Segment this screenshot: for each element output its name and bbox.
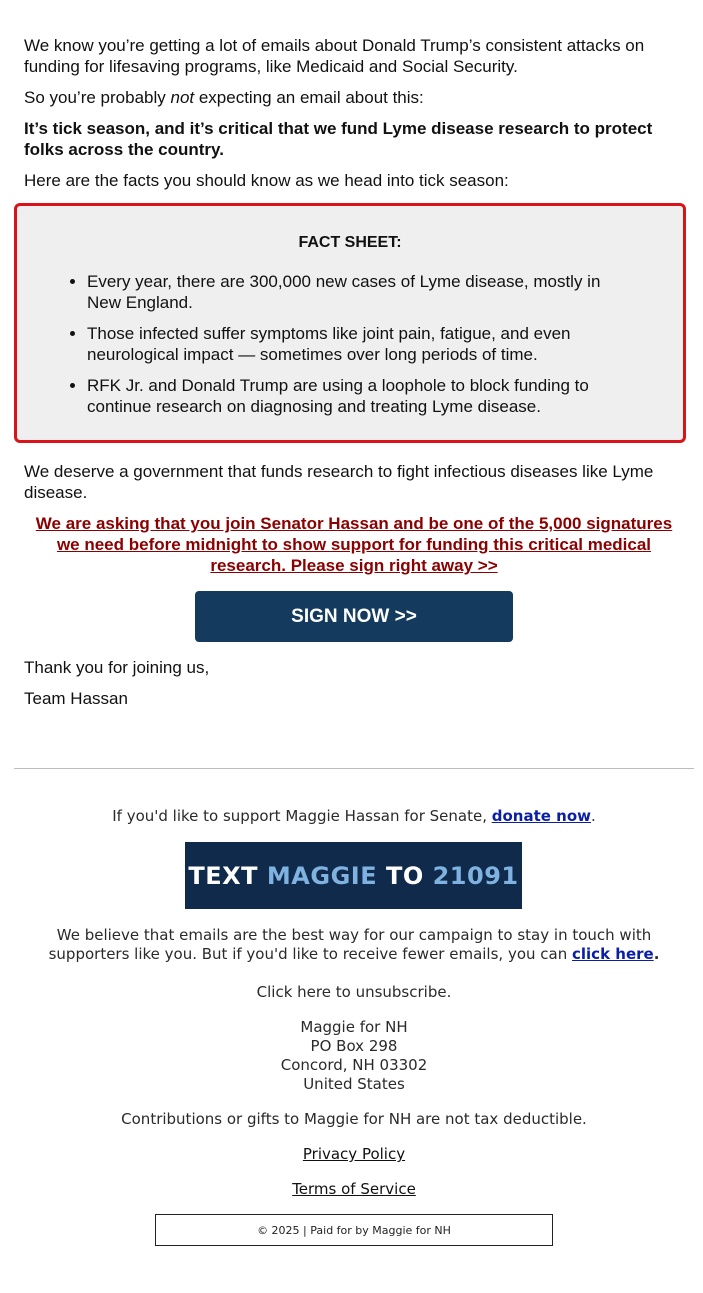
fact-item-3: • RFK Jr. and Donald Trump are using a loophole to block funding to continue research on diagnosing and treating Lyme disease. (87, 375, 627, 417)
signoff (24, 657, 209, 719)
fact-sheet-box (14, 203, 686, 443)
address-line-4: United States (303, 1075, 405, 1093)
emails-text-after: . (653, 945, 660, 963)
support-line (14, 807, 694, 826)
terms-row (14, 1180, 694, 1199)
intro-p2-before: So you’re probably (24, 88, 171, 107)
unsubscribe-link[interactable]: Click here to unsubscribe. (256, 983, 452, 1001)
banner-word-to: TO (385, 861, 424, 890)
address-line-3: Concord, NH 03302 (280, 1056, 428, 1074)
emails-preference-text (14, 926, 694, 964)
privacy-policy-link[interactable]: Privacy Policy (302, 1145, 406, 1163)
signoff-thanks: Thank you for joining us, (24, 658, 210, 677)
email-intro (24, 35, 684, 201)
sign-now-button[interactable]: SIGN NOW >> (195, 591, 513, 642)
intro-p2-emphasis: not (170, 88, 195, 107)
tax-disclaimer: Contributions or gifts to Maggie for NH are not tax deductible. (121, 1110, 587, 1128)
privacy-policy-row (14, 1145, 694, 1164)
fact-sheet-title: FACT SHEET: (298, 234, 402, 251)
fact-item-1: • Every year, there are 300,000 new cases of Lyme disease, mostly in New England. (87, 271, 627, 313)
signoff-team: Team Hassan (24, 689, 128, 708)
emails-text-before: We believe that emails are the best way for our campaign to stay in touch with supporters like you. But if you'd like to receive fewer emails, you can (48, 926, 652, 963)
terms-of-service-link[interactable]: Terms of Service (292, 1180, 416, 1198)
intro-p2-after: expecting an email about this: (194, 88, 424, 107)
intro-paragraph-3 (24, 118, 684, 160)
text-to-donate-banner[interactable] (185, 842, 522, 909)
intro-paragraph-4: Here are the facts you should know as we head into tick season: (24, 171, 509, 190)
intro-paragraph-1: We know you’re getting a lot of emails about Donald Trump’s consistent attacks on funding for lifesaving programs, like Medicaid and Social Security. (24, 36, 645, 76)
paid-for-by-box: © 2025 | Paid for by Maggie for NH (155, 1214, 553, 1246)
after-paragraph: We deserve a government that funds research to fight infectious diseases like Lyme disease. (24, 462, 654, 502)
support-text-after: . (591, 807, 596, 825)
intro-paragraph-2 (24, 87, 684, 108)
address-line-1: Maggie for NH (300, 1018, 408, 1036)
petition-link[interactable]: We are asking that you join Senator Hassan and be one of the 5,000 signatures we need before midnight to show support for funding this critical medical research. Please sign right away >> (35, 514, 673, 575)
fact-sheet-list (39, 271, 627, 427)
donate-now-link[interactable]: donate now (491, 807, 591, 825)
intro-p3-bold: It’s tick season, and it’s critical that we fund Lyme disease research to protect folks across the country. (24, 119, 653, 159)
banner-word-maggie: MAGGIE (266, 861, 378, 890)
banner-shortcode: 21091 (432, 861, 519, 890)
footer-divider (14, 768, 694, 769)
support-text-before: If you'd like to support Maggie Hassan for Senate, (112, 807, 492, 825)
mailing-address (14, 1018, 694, 1094)
fact-item-2: • Those infected suffer symptoms like joint pain, fatigue, and even neurological impact — sometimes over long periods of time. (87, 323, 627, 365)
fewer-emails-link[interactable]: click here (572, 945, 654, 963)
address-line-2: PO Box 298 (310, 1037, 398, 1055)
banner-word-text: TEXT (188, 861, 259, 890)
